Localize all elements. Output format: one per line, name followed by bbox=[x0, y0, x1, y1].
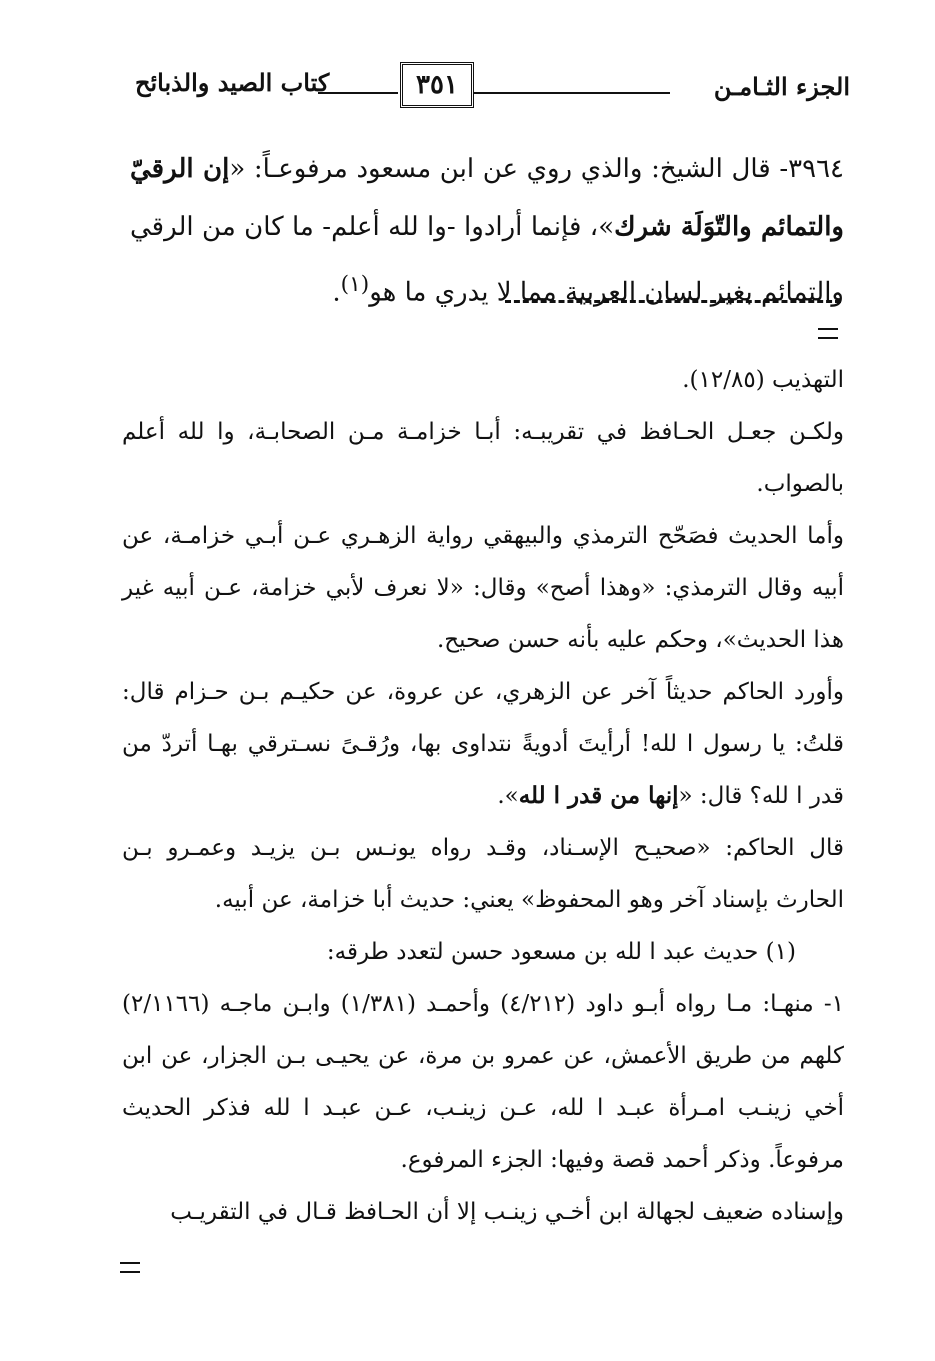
page-number: ٣٥١ bbox=[400, 62, 474, 108]
footnotes bbox=[122, 354, 844, 1238]
footnote-1-continued: وإسناده ضعيف لجهالة ابن أخـي زينـب إلا أن الحـافظ قـال في التقريـب bbox=[170, 1199, 844, 1225]
footnote-1-item: ١- منهـا: مـا رواه أبـو داود (٤/٢١٢) وأحمـد (١/٣٨١) وابـن ماجـه (٢/١١٦٦) كلهم من طريق الأعمش، عن عمرو بن مرة، عن يحيـى بـن الجزار، عن ابن أخي زينـب امـرأة عبـد ا لله، عـن زينـب، عـن عبـد ا لله فذكر الحديث مرفوعاً. وذكر أحمد قصة وفيها: الجزء المرفوع. bbox=[122, 991, 844, 1173]
note-line: ولكـن جعـل الحـافظ في تقريبـه: أبـا خزامـة مـن الصحابـة، وا لله أعلم بالصواب. bbox=[122, 419, 844, 497]
main-text bbox=[130, 140, 844, 322]
book-title: كتاب الصيد والذبائح bbox=[135, 68, 330, 97]
note-line bbox=[122, 666, 844, 822]
hadith-text-start: ٣٩٦٤- قال الشيخ: والذي روي عن ابن مسعود مرفوعـاً: « bbox=[229, 154, 844, 184]
footnote-ref: (١) bbox=[340, 272, 370, 297]
page-header bbox=[130, 62, 850, 112]
continuation-mark bbox=[818, 328, 838, 339]
header-rule bbox=[470, 92, 670, 94]
note-line: التهذيب (١٢/٨٥). bbox=[682, 367, 844, 393]
footnote-separator bbox=[505, 300, 841, 303]
footnote-1: (١) حديث عبد ا لله بن مسعود حسن لتعدد طرقه: bbox=[326, 939, 796, 965]
continuation-mark bbox=[120, 1262, 140, 1273]
note-quote: إنها من قدر ا لله bbox=[518, 782, 679, 809]
note-text-end: ». bbox=[497, 783, 519, 809]
note-line: قال الحاكم: «صحيـح الإسـناد، وقـد رواه يونـس بـن يزيـد وعمـرو بـن الحارث بإسناد آخر وهو المحفوظ» يعني: حديث أبا خزامة، عن أبيه. bbox=[122, 835, 844, 913]
header-rule bbox=[318, 92, 398, 94]
part-title: الجزء الثـامـن bbox=[713, 72, 850, 101]
note-line: وأما الحديث فصَحّح الترمذي والبيهقي رواية الزهـري عـن أبـي خزامـة، عن أبيه وقال الترمذي: «وهذا أصح» وقال: «لا نعرف لأبي خزامة، عـن أبيه غير هذا الحديث»، وحكم عليه بأنه حسن صحيح. bbox=[122, 523, 844, 653]
hadith-paragraph bbox=[130, 140, 844, 322]
hadith-text-end: »، فإنما أرادوا -وا لله أعلم- ما كان من الرقي والتمائم بغير لسان العربية مما لا يدري ما هو bbox=[130, 212, 844, 308]
note-text: وأورد الحاكم حديثاً آخر عن الزهري، عن عروة، عن حكيـم بـن حـزام قال: قلتُ: يا رسول ا لله! أرأيتَ أدويةً نتداوى بها، ورُقـىً نسـترقي بهـا أتردّ من قدر ا لله؟ قال: « bbox=[122, 679, 844, 809]
paragraph-end: . bbox=[332, 277, 341, 308]
hadith-quote: إن الرقيّ والتمائم والتّوَلَة شرك bbox=[130, 154, 844, 242]
